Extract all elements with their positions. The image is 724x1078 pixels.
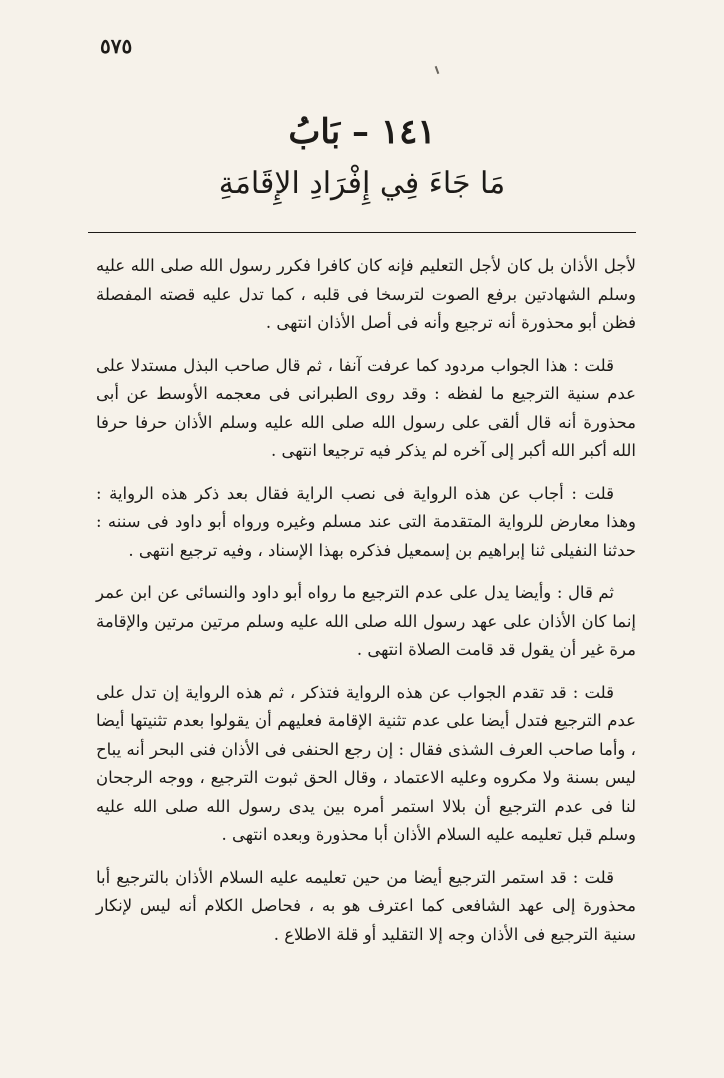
paragraph: قلت : أجاب عن هذه الرواية فى نصب الراية فقال بعد ذكر هذه الرواية : وهذا معارض للرواية المتقدمة التى عند مسلم وغيره ورواه أبو داود فى سننه : حدثنا النفيلى ثنا إبراهيم بن إسمعيل فذكره بهذا الإسناد ، وفيه ترجيع انتهى . xyxy=(96,483,636,560)
stray-mark xyxy=(435,66,440,74)
paragraph: قلت : قد استمر الترجيع أيضا من حين تعليمه عليه السلام الأذان بالترجيع أبا محذورة إلى عهد الشافعى كما اعترف هو به ، فحاصل الكلام أنه ليس لإنكار سنية الترجيع فى الأذان وجه إلا التقليد أو قلة الاطلاع . xyxy=(96,867,636,944)
chapter-number: ١٤١ – بَابُ xyxy=(288,112,436,152)
paragraph: ثم قال : وأيضا يدل على عدم الترجيع ما رواه أبو داود والنسائى عن ابن عمر إنما كان الأذان على عهد رسول الله صلى الله عليه وسلم مرتين مرتين والإقامة مرة غير أن يقول قد قامت الصلاة انتهى . xyxy=(96,583,636,659)
paragraph: قلت : قد تقدم الجواب عن هذه الرواية فتذكر ، ثم هذه الرواية إن تدل على عدم الترجيع فتدل أيضا على عدم تثنية الإقامة فعليهم أن يقولوا بعدم تثنيتها أيضا ، وأما صاحب العرف الشذى فقال : إن رجع الحنفى فى الأذان فنى البحر أنه يباح ليس بسنة ولا مكروه وعليه الاعتماد ، وقال الحق ثبوت الترجيع ، ووجه الرجحان لنا فى عدم الترجيع أن بلالا استمر أمره بين يدى رسول الله صلى الله عليه وسلم قبل تعليمه عليه السلام الأذان أبا محذورة وبعده انتهى . xyxy=(96,682,636,844)
chapter-header xyxy=(0,110,724,206)
chapter-title: مَا جَاءَ فِي إِفْرَادِ الإِقَامَةِ xyxy=(218,166,506,201)
page-number: ٥٧٥ xyxy=(100,34,133,58)
header-divider xyxy=(88,232,636,233)
paragraph: قلت : هذا الجواب مردود كما عرفت آنفا ، ثم قال صاحب البذل مستدلا على عدم سنية الترجيع ما لفظه : وقد روى الطبرانى فى معجمه الأوسط عن أبى محذورة أنه قال ألقى على رسول الله صلى الله عليه وسلم الأذان حرفا حرفا الله أكبر الله أكبر إلى آخره لم يذكر فيه ترجيعا انتهى . xyxy=(96,355,636,460)
body-text xyxy=(96,252,636,963)
paragraph: لأجل الأذان بل كان لأجل التعليم فإنه كان كافرا فكرر رسول الله صلى الله عليه وسلم الشهادتين برفع الصوت لترسخا فى قلبه ، كما تدل عليه قصته المفصلة فظن أبو محذورة أنه ترجيع وأنه فى أصل الأذان انتهى . xyxy=(96,256,636,332)
